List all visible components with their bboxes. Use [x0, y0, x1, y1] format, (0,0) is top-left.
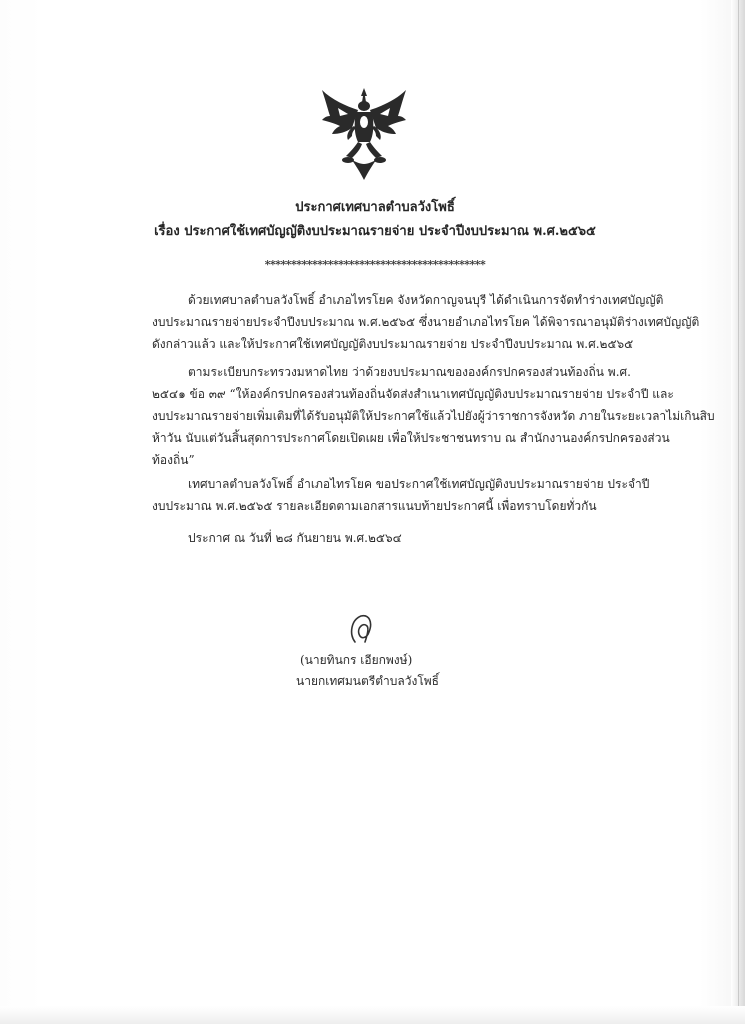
handwritten-signature-icon	[345, 612, 381, 646]
signer-name: (นายทินกร เอียกพงษ์)	[300, 653, 413, 667]
paragraph-1-line: ด้วยเทศบาลตำบลวังโพธิ์ อำเภอไทรโยค จังหวัดกาญจนบุรี ได้ดำเนินการจัดทำร่างเทศบัญญัติ	[188, 293, 664, 307]
paragraph-2-line: ตามระเบียบกระทรวงมหาดไทย ว่าด้วยงบประมาณขององค์กรปกครองส่วนท้องถิ่น พ.ศ.	[188, 365, 631, 379]
paragraph-2-line: งบประมาณรายจ่ายเพิ่มเติมที่ได้รับอนุมัติให้ประกาศใช้แล้วไปยังผู้ว่าราชการจังหวัด ภายในระยะเวลาไม่เกินสิบ	[152, 409, 715, 423]
announcement-title: ประกาศเทศบาลตำบลวังโพธิ์	[295, 200, 455, 215]
signer-position: นายกเทศมนตรีตำบลวังโพธิ์	[296, 674, 439, 688]
paragraph-2-line: ๒๕๔๑ ข้อ ๓๙ “ให้องค์กรปกครองส่วนท้องถิ่นจัดส่งสำเนาเทศบัญญัติงบประมาณรายจ่าย ประจำปี และ	[152, 387, 674, 401]
paragraph-3-line: เทศบาลตำบลวังโพธิ์ อำเภอไทรโยค ขอประกาศใช้เทศบัญญัติงบประมาณรายจ่าย ประจำปี	[188, 477, 650, 491]
page-bottom-shadow	[0, 1006, 745, 1024]
paragraph-1-line: ดังกล่าวแล้ว และให้ประกาศใช้เทศบัญญัติงบประมาณรายจ่าย ประจำปีงบประมาณ พ.ศ.๒๕๖๕	[152, 337, 634, 351]
paragraph-2-line: ห้าวัน นับแต่วันสิ้นสุดการประกาศโดยเปิดเผย เพื่อให้ประชาชนทราบ ณ สำนักงานองค์กรปกครองส่วน	[152, 431, 670, 445]
announcement-subject: เรื่อง ประกาศใช้เทศบัญญัติงบประมาณรายจ่าย ประจำปีงบประมาณ พ.ศ.๒๕๖๕	[154, 224, 596, 239]
paragraph-2-line: ท้องถิ่น”	[152, 453, 195, 467]
garuda-emblem-icon	[318, 86, 410, 182]
paragraph-3-line: งบประมาณ พ.ศ.๒๕๖๕ รายละเอียดตามเอกสารแนบท้ายประกาศนี้ เพื่อทราบโดยทั่วกัน	[152, 499, 597, 513]
announcement-date: ประกาศ ณ วันที่ ๒๘ กันยายน พ.ศ.๒๕๖๔	[188, 531, 402, 545]
paragraph-1-line: งบประมาณรายจ่ายประจำปีงบประมาณ พ.ศ.๒๕๖๕ ซึ่งนายอำเภอไทรโยค ได้พิจารณาอนุมัติร่างเทศบัญญัติ	[152, 315, 700, 329]
page-edge-line	[738, 0, 739, 1024]
separator-line: ******************************************	[264, 258, 486, 271]
